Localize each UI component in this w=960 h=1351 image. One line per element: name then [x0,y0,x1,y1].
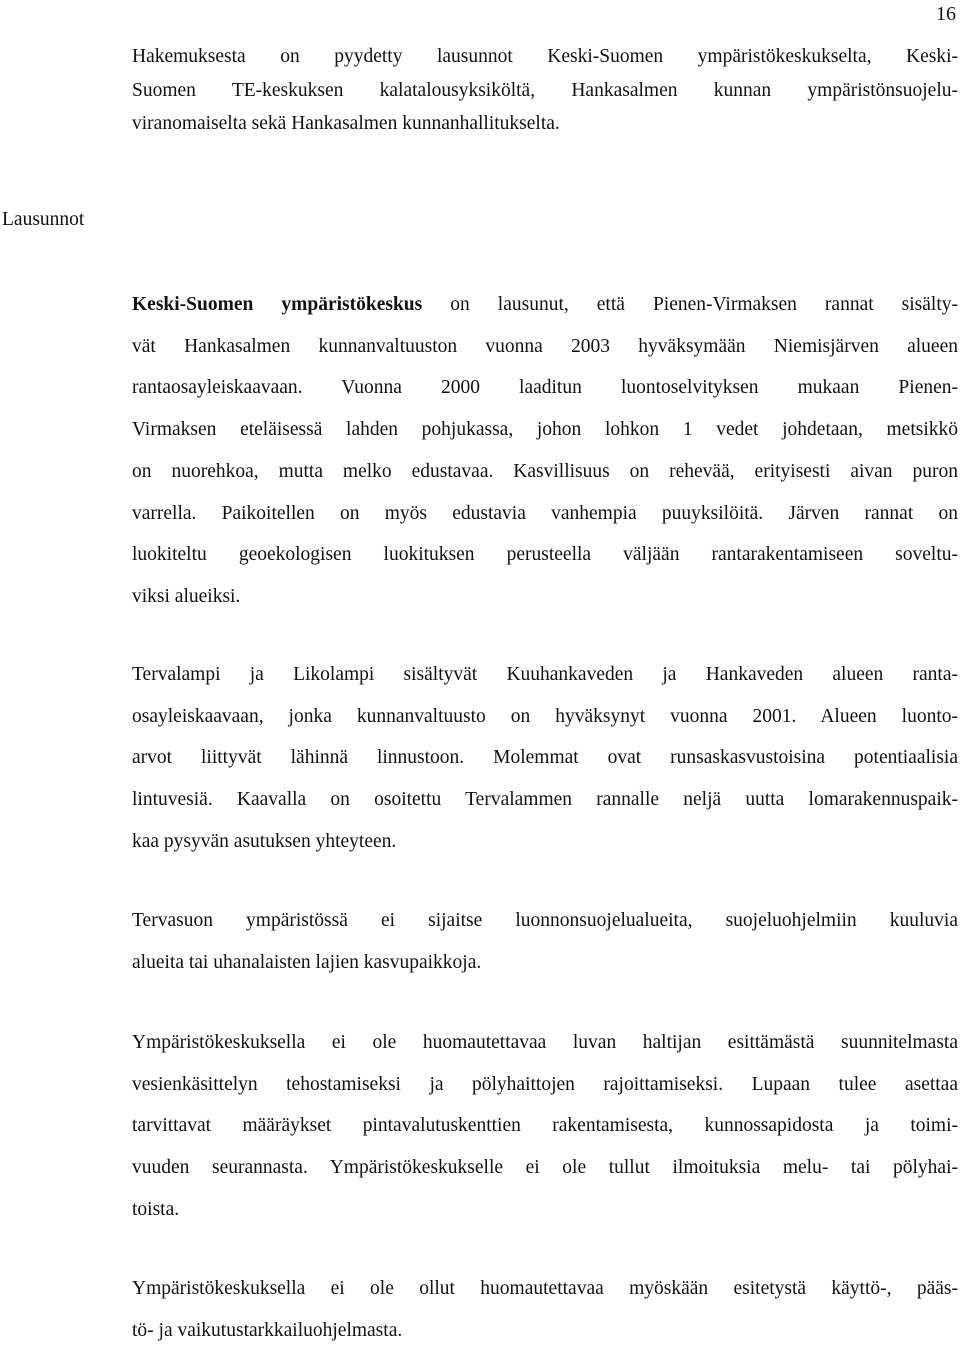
paragraph-ymparistokeskus-statement [132,284,958,618]
text-line: Suomen TE-keskuksen kalatalousyksiköltä, Hankasalmen kunnan ympäristönsuojelu- [132,79,958,101]
paragraph-vesienkasittely [132,1022,958,1231]
text-line: Tervasuon ympäristössä ei sijaitse luonnonsuojelualueita, suojeluohjelmiin kuuluvia [132,910,958,931]
section-heading: Lausunnot [2,209,85,230]
text-line: viranomaiselta sekä Hankasalmen kunnanhallitukselta. [132,113,560,134]
text-line: luokiteltu geoekologisen luokituksen perusteella väljään rantarakentamiseen soveltu- [132,544,958,566]
text-line: vät Hankasalmen kunnanvaltuuston vuonna 2003 hyväksymään Niemisjärven alueen [132,335,958,357]
text-line: Hakemuksesta on pyydetty lausunnot Keski-Suomen ympäristökeskukselta, Keski- [132,46,958,67]
text-line: alueita tai uhanalaisten lajien kasvupaikkoja. [132,951,482,973]
bold-lead: Keski-Suomen ympäristökeskus [132,294,423,315]
text-line: tö- ja vaikutustarkkailuohjelmasta. [132,1319,403,1341]
text-line: Ympäristökeskuksella ei ole huomautettavaa luvan haltijan esittämästä suunnitelmasta [132,1032,958,1053]
text-line: varrella. Paikoitellen on myös edustavia vanhempia puuyksilöitä. Järven rannat on [132,502,958,524]
paragraph-tarkkailuohjelma [132,1268,958,1351]
text-line: on nuorehkoa, mutta melko edustavaa. Kasvillisuus on rehevää, erityisesti aivan puron [132,460,958,482]
text-line: osayleiskaavaan, jonka kunnanvaltuusto on hyväksynyt vuonna 2001. Alueen luonto- [132,705,958,727]
text-line: vesienkäsittelyn tehostamiseksi ja pölyhaittojen rajoittamiseksi. Lupaan tulee asettaa [132,1073,958,1095]
text-line: kaa pysyvän asutuksen yhteyteen. [132,830,397,852]
paragraph-tervasuo [132,900,958,983]
text-line: viksi alueiksi. [132,585,241,607]
text-line: Tervalampi ja Likolampi sisältyvät Kuuhankaveden ja Hankaveden alueen ranta- [132,664,958,685]
paragraph-tervalampi [132,654,958,863]
intro-paragraph [132,40,958,141]
text-line: Virmaksen eteläisessä lahden pohjukassa, johon lohkon 1 vedet johdetaan, metsikkö [132,419,958,441]
text-line: toista. [132,1198,180,1220]
line-continuation: on lausunut, että Pienen-Virmaksen rannat sisälty- [422,294,959,315]
text-line: rantaosayleiskaavaan. Vuonna 2000 laaditun luontoselvityksen mukaan Pienen- [132,377,958,399]
text-line: tarvittavat määräykset pintavalutuskenttien rakentamisesta, kunnossapidosta ja toimi- [132,1115,958,1137]
text-line: vuuden seurannasta. Ympäristökeskukselle ei ole tullut ilmoituksia melu- tai pölyhai- [132,1157,958,1179]
page-number: 16 [936,3,956,25]
text-line: arvot liittyvät lähinnä linnustoon. Molemmat ovat runsaskasvustoisina potentiaalisia [132,747,958,769]
text-line [132,284,958,326]
text-line: lintuvesiä. Kaavalla on osoitettu Tervalammen rannalle neljä uutta lomarakennuspaik- [132,789,958,811]
text-line: Ympäristökeskuksella ei ole ollut huomautettavaa myöskään esitetystä käyttö-, pääs- [132,1278,958,1299]
